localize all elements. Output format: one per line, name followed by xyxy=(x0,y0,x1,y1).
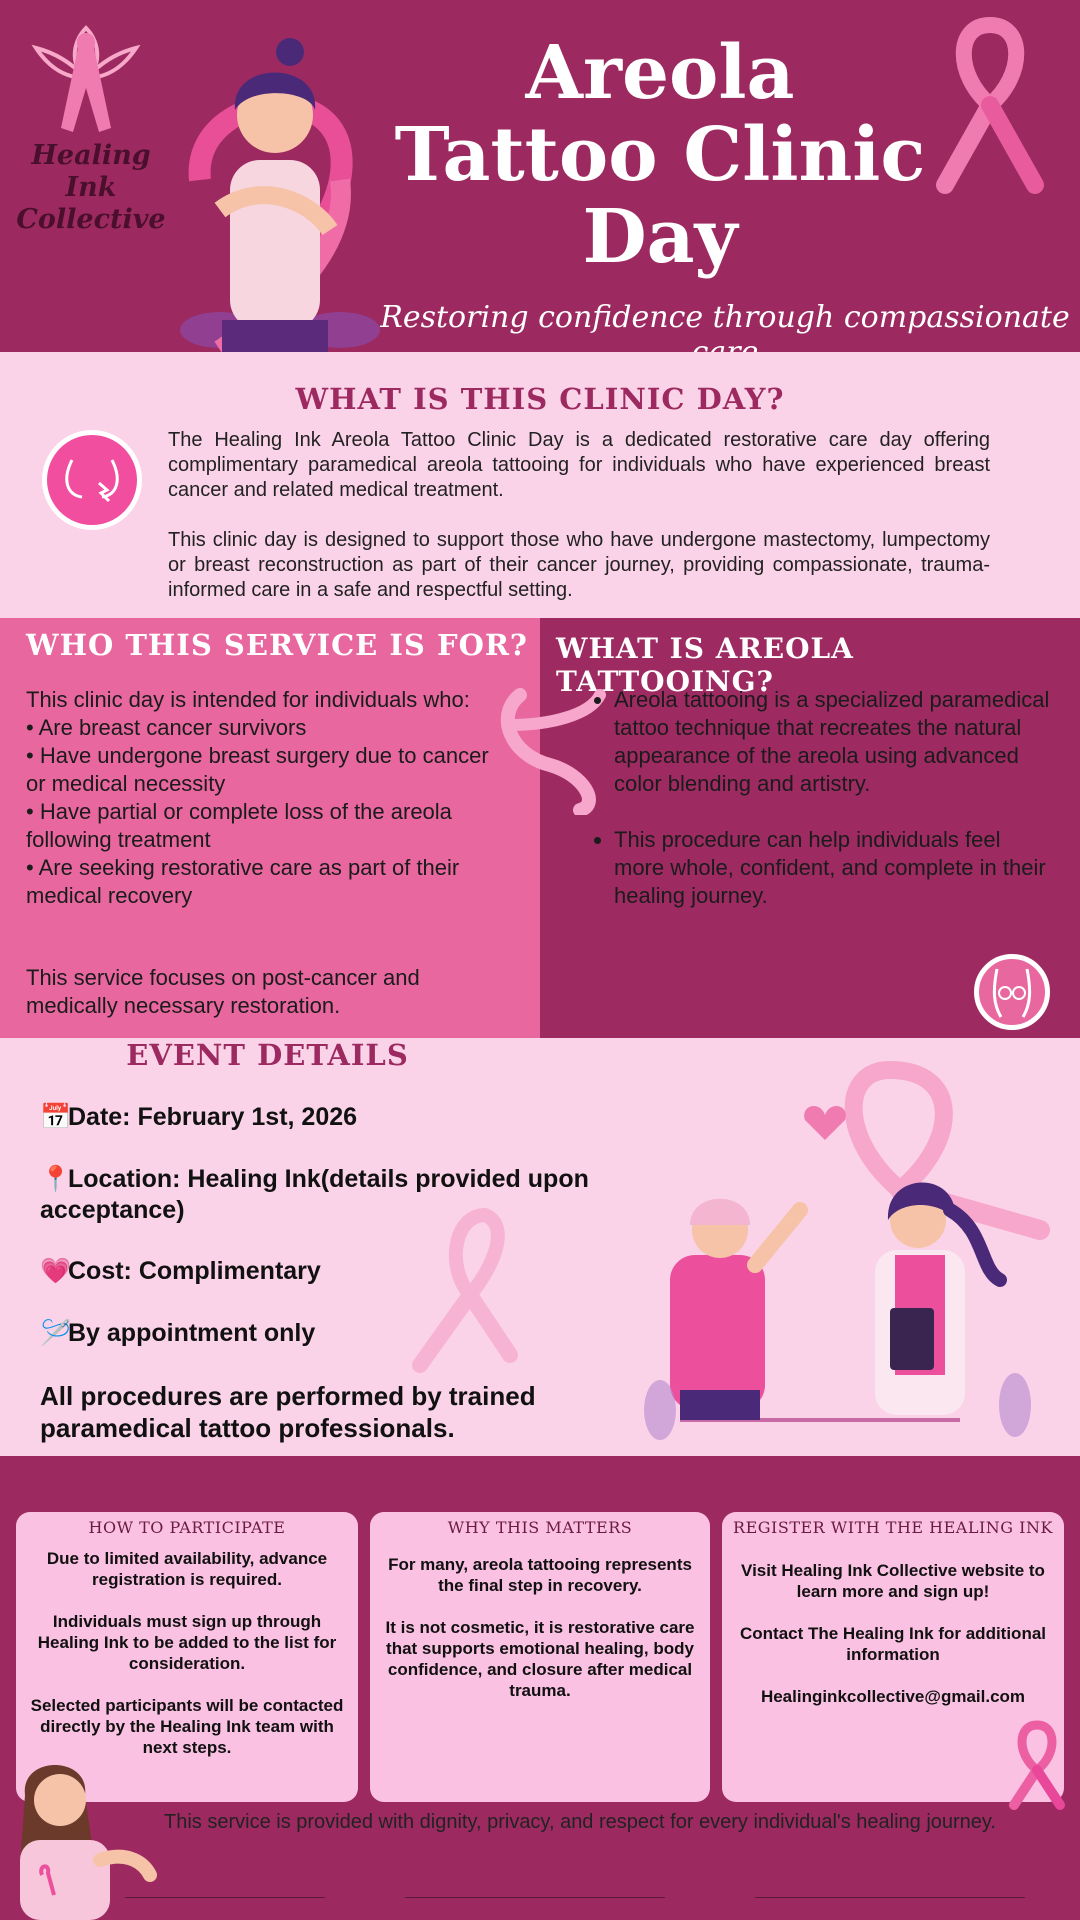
participate-paragraph-2: Individuals must sign up through Healing Ink to be added to the list for consideration. xyxy=(37,1612,337,1673)
how-to-participate-text xyxy=(24,1548,350,1779)
event-note: All procedures are performed by trained paramedical tattoo professionals. xyxy=(40,1381,536,1443)
main-title xyxy=(380,32,940,278)
how-to-participate-title: HOW TO PARTICIPATE xyxy=(88,1518,286,1537)
what-is-heading: WHAT IS THIS CLINIC DAY? xyxy=(295,382,785,416)
body-outline-icon xyxy=(974,954,1050,1030)
matters-paragraph-2: It is not cosmetic, it is restorative care that supports emotional healing, body confidence, and closure after medical trauma. xyxy=(385,1618,695,1700)
who-for-item: • Have partial or complete loss of the areola following treatment xyxy=(26,799,452,852)
title-line-3: Day xyxy=(582,194,738,280)
areola-tattooing-heading: WHAT IS AREOLA TATTOOING? xyxy=(556,632,854,698)
event-cost-text: Cost: Complimentary xyxy=(68,1257,321,1285)
participate-paragraph-1: Due to limited availability, advance registration is required. xyxy=(46,1549,328,1589)
who-for-intro: This clinic day is intended for individuals who: xyxy=(26,687,470,712)
calendar-icon: 📅 xyxy=(40,1103,72,1131)
who-for-footer: This service focuses on post-cancer and medically necessary restoration. xyxy=(26,965,420,1018)
register-text xyxy=(730,1560,1056,1728)
event-location xyxy=(40,1164,680,1226)
tagline: Restoring confidence through compassionate xyxy=(380,300,1070,335)
brand-name: Healing Ink Collective xyxy=(16,140,166,235)
register-title: REGISTER WITH THE HEALING INK xyxy=(733,1518,1053,1537)
participate-paragraph-3: Selected participants will be contacted directly by the Healing Ink team with next steps. xyxy=(30,1696,344,1757)
divider-line xyxy=(405,1897,665,1898)
pink-ribbon-icon xyxy=(1002,1720,1072,1810)
what-is-text xyxy=(168,428,990,628)
event-details-heading: EVENT DETAILS xyxy=(126,1038,409,1072)
patient-and-doctor-illustration xyxy=(640,1060,1080,1450)
footer-note: This service is provided with dignity, privacy, and respect for every individual's healing journey. xyxy=(164,1811,996,1833)
register-paragraph-1: Visit Healing Ink Collective website to learn more and sign up! xyxy=(741,1561,1045,1601)
needle-icon: 🪡 xyxy=(40,1319,72,1347)
event-appointment xyxy=(40,1318,690,1349)
who-for-item: • Have undergone breast surgery due to cancer or medical necessity xyxy=(26,743,489,796)
pin-icon: 📍 xyxy=(40,1165,72,1193)
areola-tattooing-list xyxy=(584,686,1054,938)
event-date xyxy=(40,1102,690,1133)
who-for-item: • Are seeking restorative care as part of their medical recovery xyxy=(26,855,460,908)
breast-outline-icon xyxy=(42,430,142,530)
event-appointment-text: By appointment only xyxy=(68,1319,316,1347)
why-this-matters-title: WHY THIS MATTERS xyxy=(447,1518,633,1537)
woman-hugging-ribbon-illustration xyxy=(160,30,390,352)
register-paragraph-2: Contact The Healing Ink for additional information xyxy=(739,1624,1047,1664)
areola-tattooing-item: • This procedure can help individuals feel more whole, confident, and complete in their healing journey. xyxy=(614,826,1054,910)
who-for-text xyxy=(26,686,506,910)
title-line-1: Areola xyxy=(525,30,795,116)
divider-line xyxy=(125,1897,325,1898)
event-cost xyxy=(40,1256,690,1287)
areola-tattooing-item: • Areola tattooing is a specialized paramedical tattoo technique that recreates the natural appearance of the areola using advanced color blending and artistry. xyxy=(614,686,1054,798)
matters-paragraph-1: For many, areola tattooing represents the final step in recovery. xyxy=(388,1555,692,1595)
divider-line xyxy=(755,1897,1025,1898)
woman-with-ribbon-illustration xyxy=(0,1755,160,1920)
what-is-paragraph-1: The Healing Ink Areola Tattoo Clinic Day is a dedicated restorative care day offering complimentary paramedical areola tattooing for individuals who have experienced breast cancer and related medical treatment. xyxy=(168,429,990,501)
event-date-text: Date: February 1st, 2026 xyxy=(68,1103,358,1131)
what-is-paragraph-2: This clinic day is designed to support those who have undergone mastectomy, lumpectomy or breast reconstruction as part of their cancer journey, providing compassionate, trauma-informed care in a safe and respectful setting. xyxy=(168,529,990,601)
lotus-ribbon-logo-icon xyxy=(16,8,156,138)
who-for-heading: WHO THIS SERVICE IS FOR? xyxy=(26,628,528,662)
register-email[interactable]: Healinginkcollective@gmail.com xyxy=(760,1687,1026,1706)
event-location-text: Location: Healing Ink(details provided upon acceptance) xyxy=(40,1165,589,1224)
why-this-matters-text xyxy=(382,1554,698,1722)
heart-icon: 💗 xyxy=(40,1257,72,1285)
title-line-2: Tattoo Clinic xyxy=(394,112,926,198)
who-for-item: • Are breast cancer survivors xyxy=(26,715,307,740)
pink-ribbon-icon xyxy=(915,15,1065,195)
